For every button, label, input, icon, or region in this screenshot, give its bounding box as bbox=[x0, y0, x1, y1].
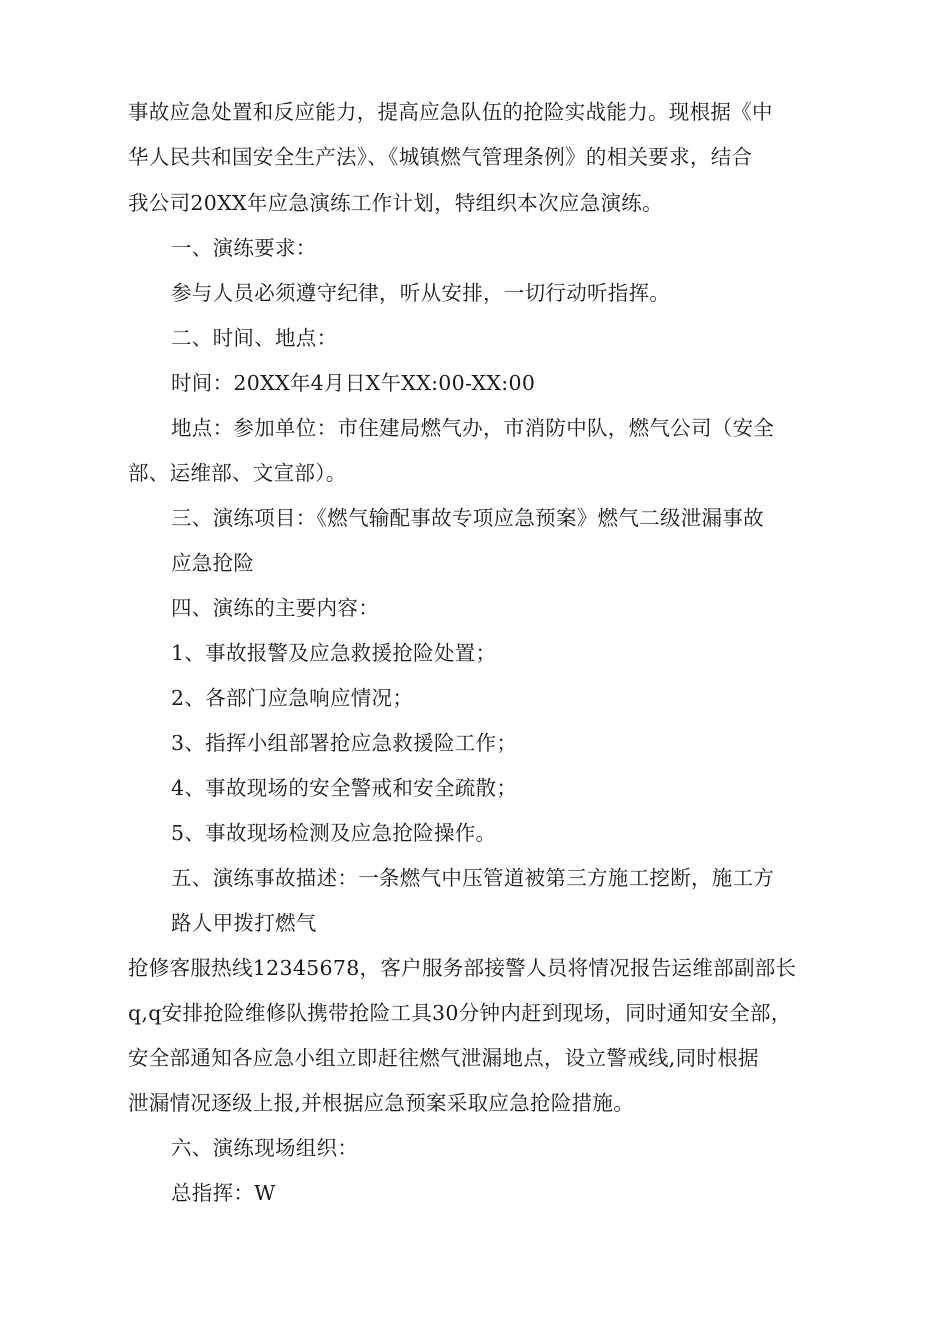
paragraph-line: 路人甲拨打燃气 bbox=[171, 911, 317, 935]
paragraph-line: 泄漏情况逐级上报,并根据应急预案采取应急抢险措施。 bbox=[128, 1091, 635, 1115]
list-item: 4、事故现场的安全警戒和安全疏散； bbox=[171, 776, 518, 800]
paragraph-line: 参与人员必须遵守纪律，听从安排，一切行动听指挥。 bbox=[171, 281, 671, 305]
paragraph-line: 地点：参加单位：市住建局燃气办，市消防中队，燃气公司（安全 bbox=[171, 416, 775, 440]
paragraph-line: 应急抢险 bbox=[171, 551, 255, 575]
section-heading: 五、演练事故描述：一条燃气中压管道被第三方施工挖断，施工方 bbox=[171, 866, 775, 890]
list-item: 3、指挥小组部署抢应急救援险工作； bbox=[171, 731, 518, 755]
paragraph-line: 华人民共和国安全生产法》、《城镇燃气管理条例》的相关要求，结合 bbox=[128, 145, 753, 169]
list-item: 2、各部门应急响应情况； bbox=[171, 686, 414, 710]
paragraph-line: q,q安排抢险维修队携带抢险工具30分钟内赶到现场，同时通知安全部， bbox=[128, 1001, 792, 1025]
section-heading: 六、演练现场组织： bbox=[171, 1136, 359, 1160]
paragraph-line: 总指挥：W bbox=[171, 1181, 276, 1205]
list-item: 1、事故报警及应急救援抢险处置； bbox=[171, 641, 497, 665]
paragraph-line: 事故应急处置和反应能力，提高应急队伍的抢险实战能力。现根据《中 bbox=[128, 100, 773, 124]
paragraph-line: 我公司20XX年应急演练工作计划，特组织本次应急演练。 bbox=[128, 191, 663, 215]
paragraph-line: 部、运维部、文宣部）。 bbox=[128, 461, 347, 485]
section-heading: 三、演练项目：《燃气输配事故专项应急预案》燃气二级泄漏事故 bbox=[171, 506, 764, 530]
section-heading: 一、演练要求： bbox=[171, 236, 317, 260]
paragraph-line: 时间：20XX年4月日X午XX:00-XX:00 bbox=[171, 371, 536, 395]
list-item: 5、事故现场检测及应急抢险操作。 bbox=[171, 821, 497, 845]
paragraph-line: 抢修客服热线12345678，客户服务部接警人员将情况报告运维部副部长 bbox=[128, 956, 797, 980]
paragraph-line: 安全部通知各应急小组立即赶往燃气泄漏地点，设立警戒线,同时根据 bbox=[128, 1046, 759, 1070]
section-heading: 四、演练的主要内容： bbox=[171, 596, 379, 620]
section-heading: 二、时间、地点： bbox=[171, 326, 338, 350]
